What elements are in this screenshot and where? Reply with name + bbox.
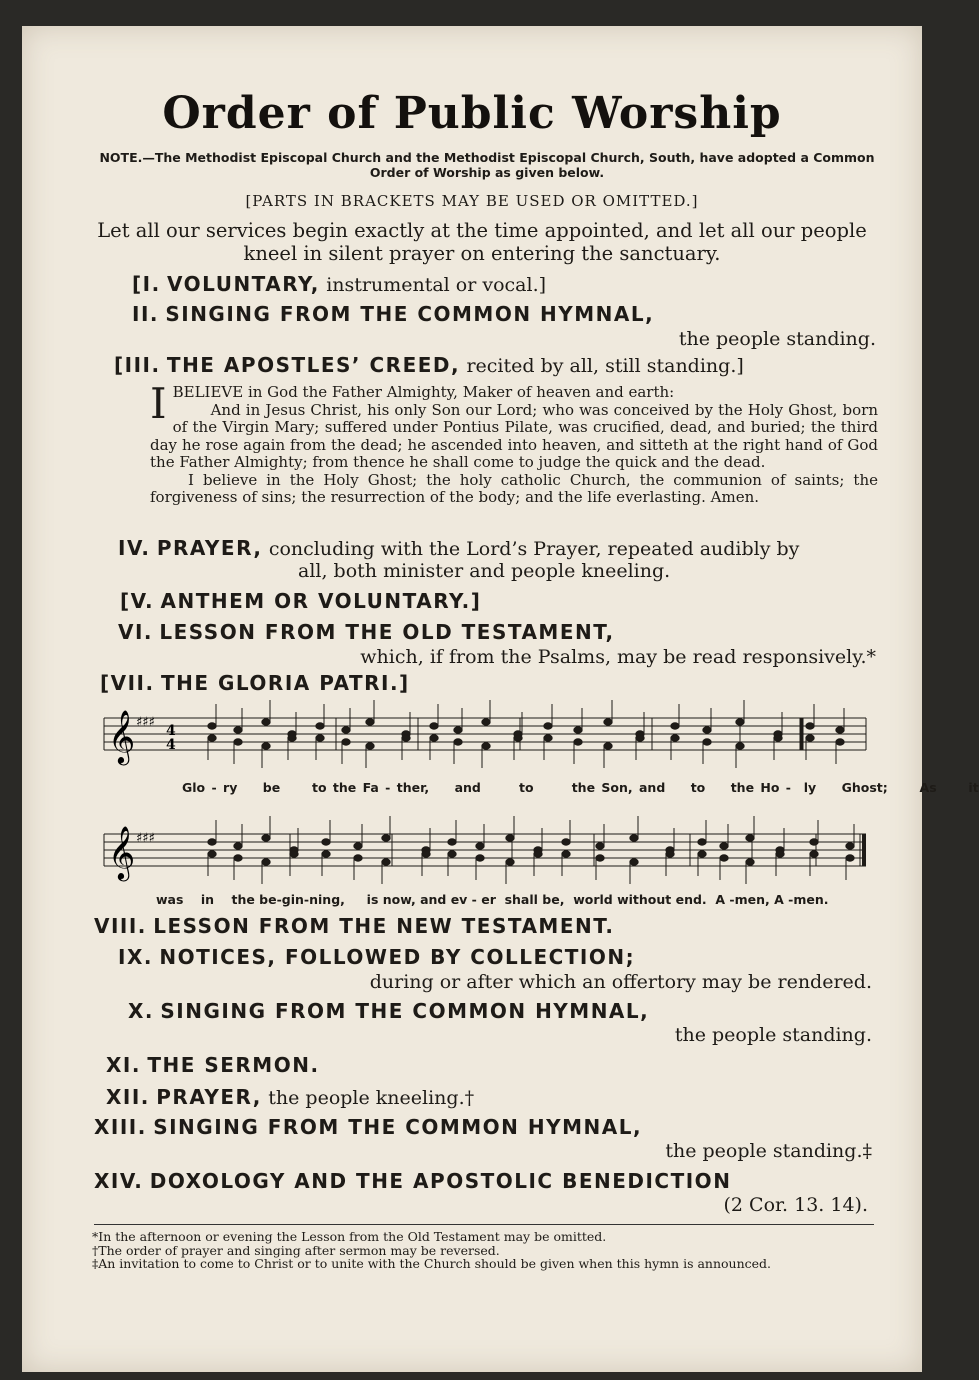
lyric: to the Fa - ther,	[311, 780, 430, 795]
item-x-continuation: the people standing.	[674, 1024, 872, 1046]
note-head	[454, 739, 462, 745]
lyric: Glo - ry	[182, 780, 238, 795]
note-head	[366, 743, 374, 749]
item-iv-heading: PRAYER,	[156, 536, 263, 560]
item-x-number: X.	[128, 999, 155, 1023]
intro-text: Let all our services begin exactly at the time appointed, and let all our people kneel in silent prayer on entering the sanctuary.	[97, 219, 867, 265]
item-xiii	[94, 1115, 642, 1139]
note-head	[234, 727, 242, 733]
note-head	[208, 851, 216, 857]
item-iv-continuation: all, both minister and people kneeling.	[298, 560, 671, 582]
note-head	[262, 719, 270, 725]
note-head	[316, 735, 324, 741]
music-staff-1	[100, 700, 870, 770]
note-head	[322, 851, 330, 857]
apostles-creed	[150, 379, 878, 507]
item-vii-number: [VII.	[100, 671, 155, 695]
lyrics-line-1	[182, 780, 979, 795]
note-head	[574, 727, 582, 733]
item-xii	[106, 1085, 474, 1109]
note-head	[262, 835, 270, 841]
item-xii-number: XII.	[106, 1085, 150, 1109]
note-head	[544, 735, 552, 741]
note-head	[806, 723, 814, 729]
note-head	[703, 727, 711, 733]
lyric: shall be,	[504, 892, 565, 907]
note-head	[316, 723, 324, 729]
note-head	[666, 851, 674, 857]
lyric: be	[262, 780, 281, 795]
item-ix-heading: NOTICES, FOLLOWED BY COLLECTION;	[159, 945, 636, 969]
note-head	[698, 851, 706, 857]
note-head	[596, 855, 604, 861]
note-head	[506, 835, 514, 841]
item-ix-number: IX.	[118, 945, 153, 969]
note-head	[810, 839, 818, 845]
item-xiv-continuation: (2 Cor. 13. 14).	[723, 1194, 868, 1216]
note-head	[430, 723, 438, 729]
lyric: A -men, A -men.	[715, 892, 829, 907]
lyric: Ghost;	[841, 780, 888, 795]
item-ix-continuation: during or after which an offertory may be rendered.	[369, 971, 872, 993]
note-head	[636, 735, 644, 741]
note-head	[430, 735, 438, 741]
item-vi-number: VI.	[118, 620, 154, 644]
note-head	[262, 859, 270, 865]
note-head	[836, 739, 844, 745]
note-head	[630, 859, 638, 865]
note-head	[776, 851, 784, 857]
item-iv	[118, 536, 799, 560]
note-head	[604, 743, 612, 749]
note-head	[482, 719, 490, 725]
note-head	[208, 723, 216, 729]
note-head	[322, 839, 330, 845]
note-head	[806, 735, 814, 741]
item-viii-heading: LESSON FROM THE NEW TESTAMENT.	[153, 914, 615, 938]
lyric: is now, and ev - er	[366, 892, 496, 907]
note-head	[506, 859, 514, 865]
note-head	[736, 743, 744, 749]
item-viii	[94, 914, 614, 938]
note-head	[382, 835, 390, 841]
note-head	[476, 843, 484, 849]
lyric: was	[156, 892, 184, 907]
brackets-note: [PARTS IN BRACKETS MAY BE USED OR OMITTED.]	[245, 192, 699, 210]
note-head	[354, 843, 362, 849]
time-signature-bottom: 4	[166, 737, 176, 753]
lyrics-line-2	[156, 892, 828, 907]
item-v-heading: ANTHEM OR VOLUNTARY.]	[160, 589, 482, 613]
item-iv-number: IV.	[118, 536, 151, 560]
item-xiii-continuation: the people standing.‡	[665, 1140, 872, 1162]
treble-clef-icon: 𝄞	[108, 825, 136, 879]
creed-paragraph-3: I believe in the Holy Ghost; the holy catholic Church, the communion of saints; the forgiveness of sins; the resurrection of the body; and the life everlasting. Amen.	[150, 470, 878, 506]
note-head	[746, 835, 754, 841]
item-vi-continuation: which, if from the Psalms, may be read responsively.*	[360, 646, 876, 668]
lyric: world without end.	[573, 892, 707, 907]
lyric: to	[690, 780, 706, 795]
item-i-detail: instrumental or vocal.]	[326, 274, 547, 296]
note-head	[534, 851, 542, 857]
note-head	[774, 735, 782, 741]
page-title: Order of Public Worship	[162, 88, 782, 139]
note-head	[454, 727, 462, 733]
item-ii-heading: SINGING FROM THE COMMON HYMNAL,	[165, 302, 655, 326]
note-head	[671, 723, 679, 729]
item-xi-number: XI.	[106, 1053, 141, 1077]
key-signature-icon: ♯♯♯	[136, 715, 155, 730]
note-head	[234, 843, 242, 849]
item-xi	[106, 1053, 320, 1077]
item-xiv-number: XIV.	[94, 1169, 144, 1193]
item-iv-detail: concluding with the Lord’s Prayer, repeated audibly by	[268, 538, 800, 560]
lyric: the Ho -	[730, 780, 791, 795]
item-xi-heading: THE SERMON.	[147, 1053, 320, 1077]
order-of-worship-page	[22, 26, 979, 1372]
item-iii-number: [III.	[114, 353, 161, 377]
note-head	[596, 843, 604, 849]
item-xiv	[94, 1169, 731, 1193]
lyric: the be-gin-ning,	[231, 892, 345, 907]
item-i	[132, 272, 546, 296]
item-vii-heading: THE GLORIA PATRI.]	[160, 671, 410, 695]
item-ii	[132, 302, 654, 326]
item-v	[120, 589, 481, 613]
note-head	[422, 851, 430, 857]
note-head	[514, 735, 522, 741]
creed-opening: BELIEVE in God the Father Almighty, Maker of heaven and earth:	[172, 383, 675, 401]
item-xii-heading: PRAYER,	[156, 1085, 262, 1109]
footnote: *In the afternoon or evening the Lesson from the Old Testament may be omitted.	[92, 1229, 607, 1244]
note-head	[720, 855, 728, 861]
note-head	[208, 735, 216, 741]
note-head	[736, 719, 744, 725]
note-head	[208, 839, 216, 845]
note-head	[234, 739, 242, 745]
note-head	[846, 855, 854, 861]
creed-paragraph-2: And in Jesus Christ, his only Son our Lord; who was conceived by the Holy Ghost, born of the Virgin Mary; suffered under Pontius Pilate, was crucified, dead, and buried; the third day he rose again from the dead; he ascended into heaven, and sitteth at the right hand of God the Father Almighty; from thence he shall come to judge the quick and the dead.	[150, 400, 878, 471]
item-iii	[114, 353, 744, 377]
item-iii-heading: THE APOSTLES’ CREED,	[166, 353, 461, 377]
item-xiii-number: XIII.	[94, 1115, 147, 1139]
item-ii-continuation: the people standing.	[678, 328, 876, 350]
item-vii	[100, 671, 410, 695]
treble-clef-icon: 𝄞	[108, 709, 136, 763]
note: NOTE.—The Methodist Episcopal Church and the Methodist Episcopal Church, South, have adopted a Common Order of Worship as given below.	[99, 150, 875, 180]
note-head	[544, 723, 552, 729]
note-head	[382, 859, 390, 865]
note-head	[810, 851, 818, 857]
lyric: it	[968, 780, 979, 795]
note-head	[703, 739, 711, 745]
note-head	[562, 851, 570, 857]
footnote: †The order of prayer and singing after sermon may be reversed.	[92, 1242, 500, 1258]
item-xii-detail: the people kneeling.†	[268, 1087, 475, 1109]
footnote-divider	[94, 1224, 874, 1225]
footnotes	[92, 1230, 771, 1271]
item-xiv-heading: DOXOLOGY AND THE APOSTOLIC BENEDICTION	[149, 1169, 732, 1193]
note-head	[448, 839, 456, 845]
note-head	[574, 739, 582, 745]
note-head	[448, 851, 456, 857]
lyric: the Son, and	[571, 780, 666, 795]
note-head	[846, 843, 854, 849]
item-vi-heading: LESSON FROM THE OLD TESTAMENT,	[159, 620, 615, 644]
footnote: ‡An invitation to come to Christ or to unite with the Church should be given when this hymn is announced.	[92, 1256, 772, 1271]
lyric: and	[454, 780, 481, 795]
note-head	[630, 835, 638, 841]
note-head	[482, 743, 490, 749]
item-x-heading: SINGING FROM THE COMMON HYMNAL,	[160, 999, 650, 1023]
item-iii-detail: recited by all, still standing.]	[466, 355, 744, 377]
music-staff-2	[100, 816, 870, 888]
note-head	[836, 727, 844, 733]
item-ix	[118, 945, 635, 969]
note-head	[342, 727, 350, 733]
note-head	[698, 839, 706, 845]
note-head	[402, 735, 410, 741]
lyric: ly	[803, 780, 817, 795]
note-head	[262, 743, 270, 749]
item-xiii-heading: SINGING FROM THE COMMON HYMNAL,	[153, 1115, 643, 1139]
note-head	[234, 855, 242, 861]
item-viii-number: VIII.	[94, 914, 147, 938]
note-head	[366, 719, 374, 725]
item-i-heading: VOLUNTARY,	[167, 272, 320, 296]
item-v-number: [V.	[120, 589, 155, 613]
item-x	[128, 999, 649, 1023]
note-head	[746, 859, 754, 865]
note-head	[354, 855, 362, 861]
time-signature-top: 4	[166, 723, 176, 739]
note-head	[342, 739, 350, 745]
item-i-number: [I.	[132, 272, 161, 296]
note-head	[720, 843, 728, 849]
note-head	[562, 839, 570, 845]
note-head	[288, 735, 296, 741]
note-head	[604, 719, 612, 725]
note-head	[290, 851, 298, 857]
lyric: As	[919, 780, 937, 795]
note-head	[671, 735, 679, 741]
key-signature-icon: ♯♯♯	[136, 831, 155, 846]
item-vi	[118, 620, 615, 644]
lyric: in	[200, 892, 215, 907]
lyric: to	[519, 780, 534, 795]
note-head	[476, 855, 484, 861]
item-ii-number: II.	[132, 302, 159, 326]
creed-dropcap: I	[150, 379, 167, 428]
